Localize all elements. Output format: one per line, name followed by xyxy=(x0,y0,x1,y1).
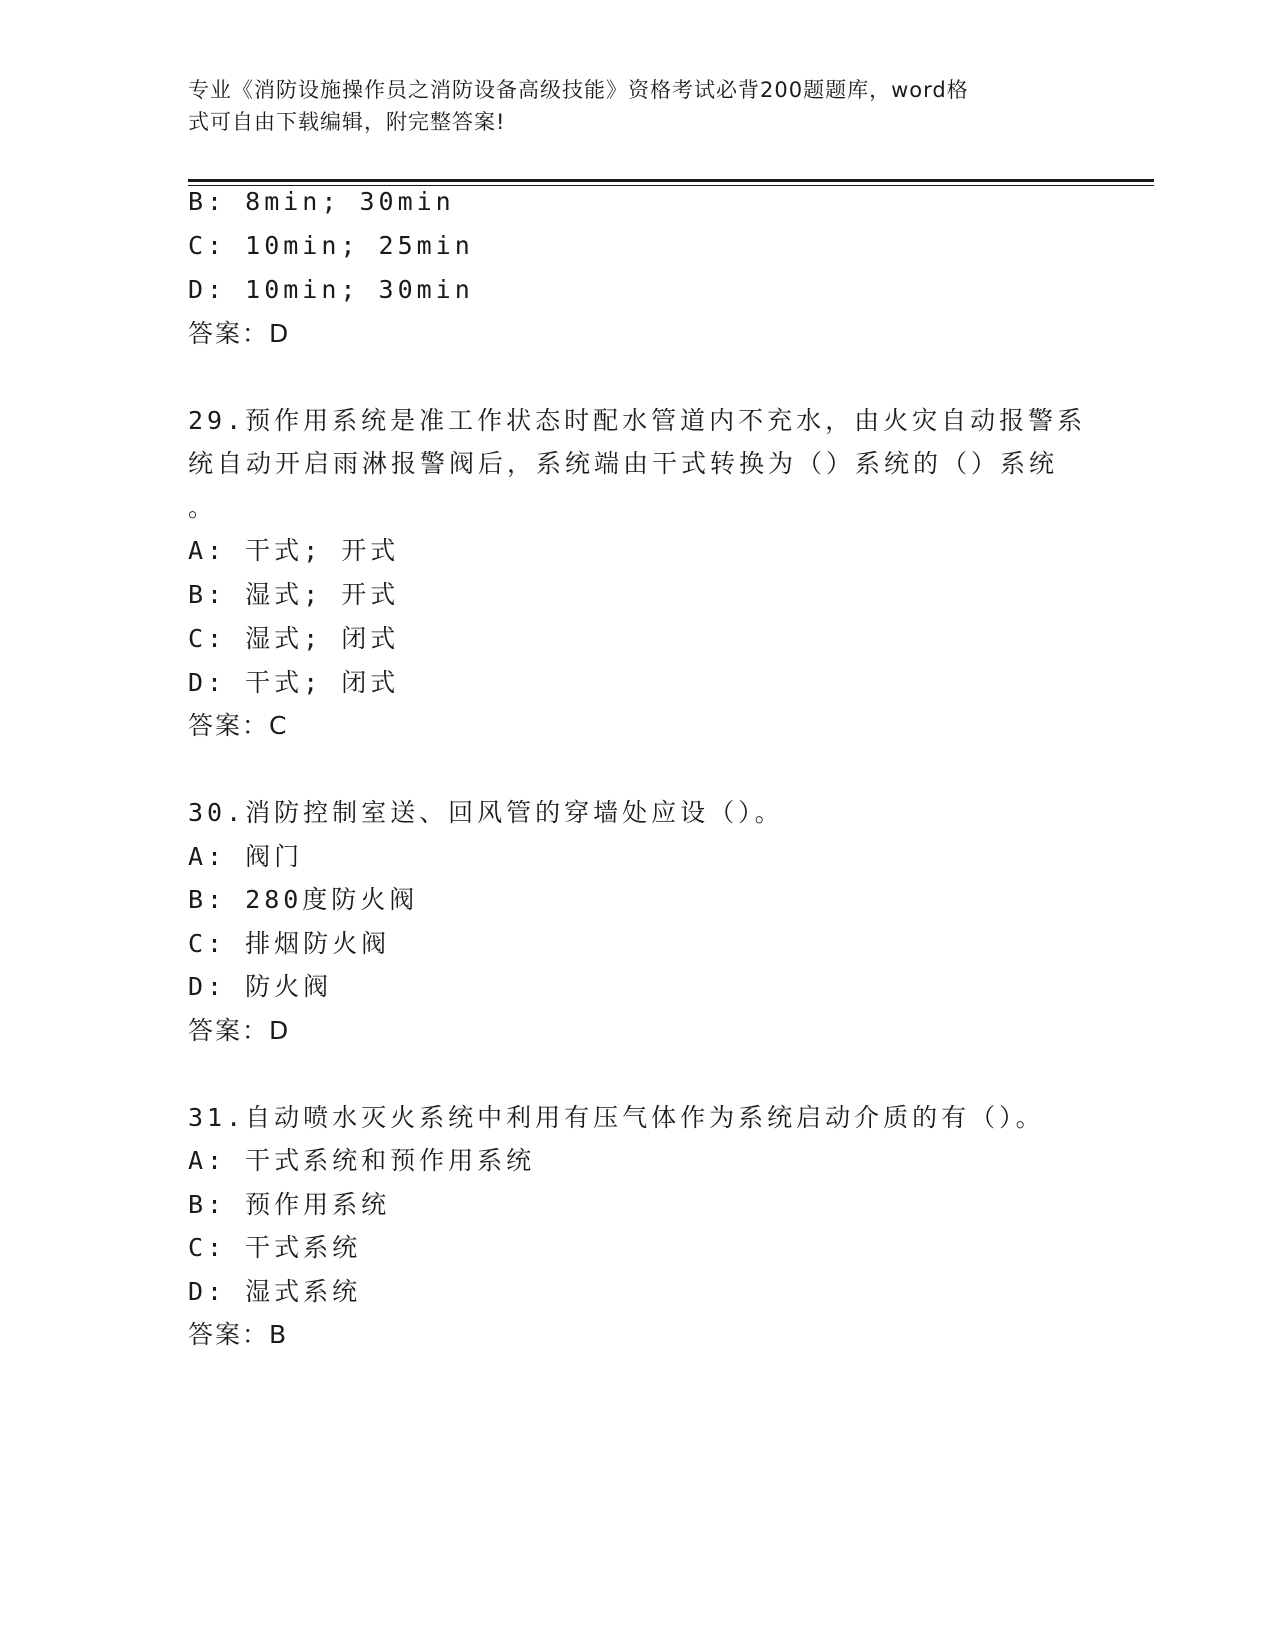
q29-stem-line-3: 。 xyxy=(188,493,218,522)
q30-option-c: C: 排烟防火阀 xyxy=(188,929,391,958)
q29-option-d: D: 干式; 闭式 xyxy=(188,668,400,697)
q31-option-a: A: 干式系统和预作用系统 xyxy=(188,1146,536,1175)
q29-answer: 答案：C xyxy=(188,711,289,740)
q31-option-c: C: 干式系统 xyxy=(188,1233,362,1262)
q29-option-a: A: 干式; 开式 xyxy=(188,536,400,565)
q31-option-b: B: 预作用系统 xyxy=(188,1190,391,1219)
q30-option-a: A: 阀门 xyxy=(188,842,304,871)
prev-answer: 答案：D xyxy=(188,319,291,348)
q29-stem-line-2: 统自动开启雨淋报警阀后，系统端由干式转换为（）系统的（）系统 xyxy=(188,449,1059,478)
header-line-1: 专业《消防设施操作员之消防设备高级技能》资格考试必背200题题库，word格 xyxy=(188,78,969,102)
document-header xyxy=(188,74,1088,138)
q29-option-b: B: 湿式; 开式 xyxy=(188,580,400,609)
q29-stem-line-1: 29.预作用系统是准工作状态时配水管道内不充水，由火灾自动报警系 xyxy=(188,406,1087,435)
q30-stem-line-1: 30.消防控制室送、回风管的穿墙处应设（）。 xyxy=(188,798,784,827)
q31-answer: 答案：B xyxy=(188,1320,289,1349)
prev-option-b: B: 8min; 30min xyxy=(188,187,455,216)
prev-option-d: D: 10min; 30min xyxy=(188,275,474,304)
header-rule-thick xyxy=(188,179,1154,182)
prev-option-c: C: 10min; 25min xyxy=(188,231,474,260)
header-line-2: 式可自由下载编辑，附完整答案! xyxy=(188,110,506,134)
q31-stem-line-1: 31.自动喷水灭火系统中利用有压气体作为系统启动介质的有（）。 xyxy=(188,1103,1045,1132)
q30-answer: 答案：D xyxy=(188,1016,291,1045)
q30-option-d: D: 防火阀 xyxy=(188,972,333,1001)
q31-option-d: D: 湿式系统 xyxy=(188,1277,362,1306)
q30-option-b: B: 280度防火阀 xyxy=(188,885,419,914)
q29-option-c: C: 湿式; 闭式 xyxy=(188,624,400,653)
